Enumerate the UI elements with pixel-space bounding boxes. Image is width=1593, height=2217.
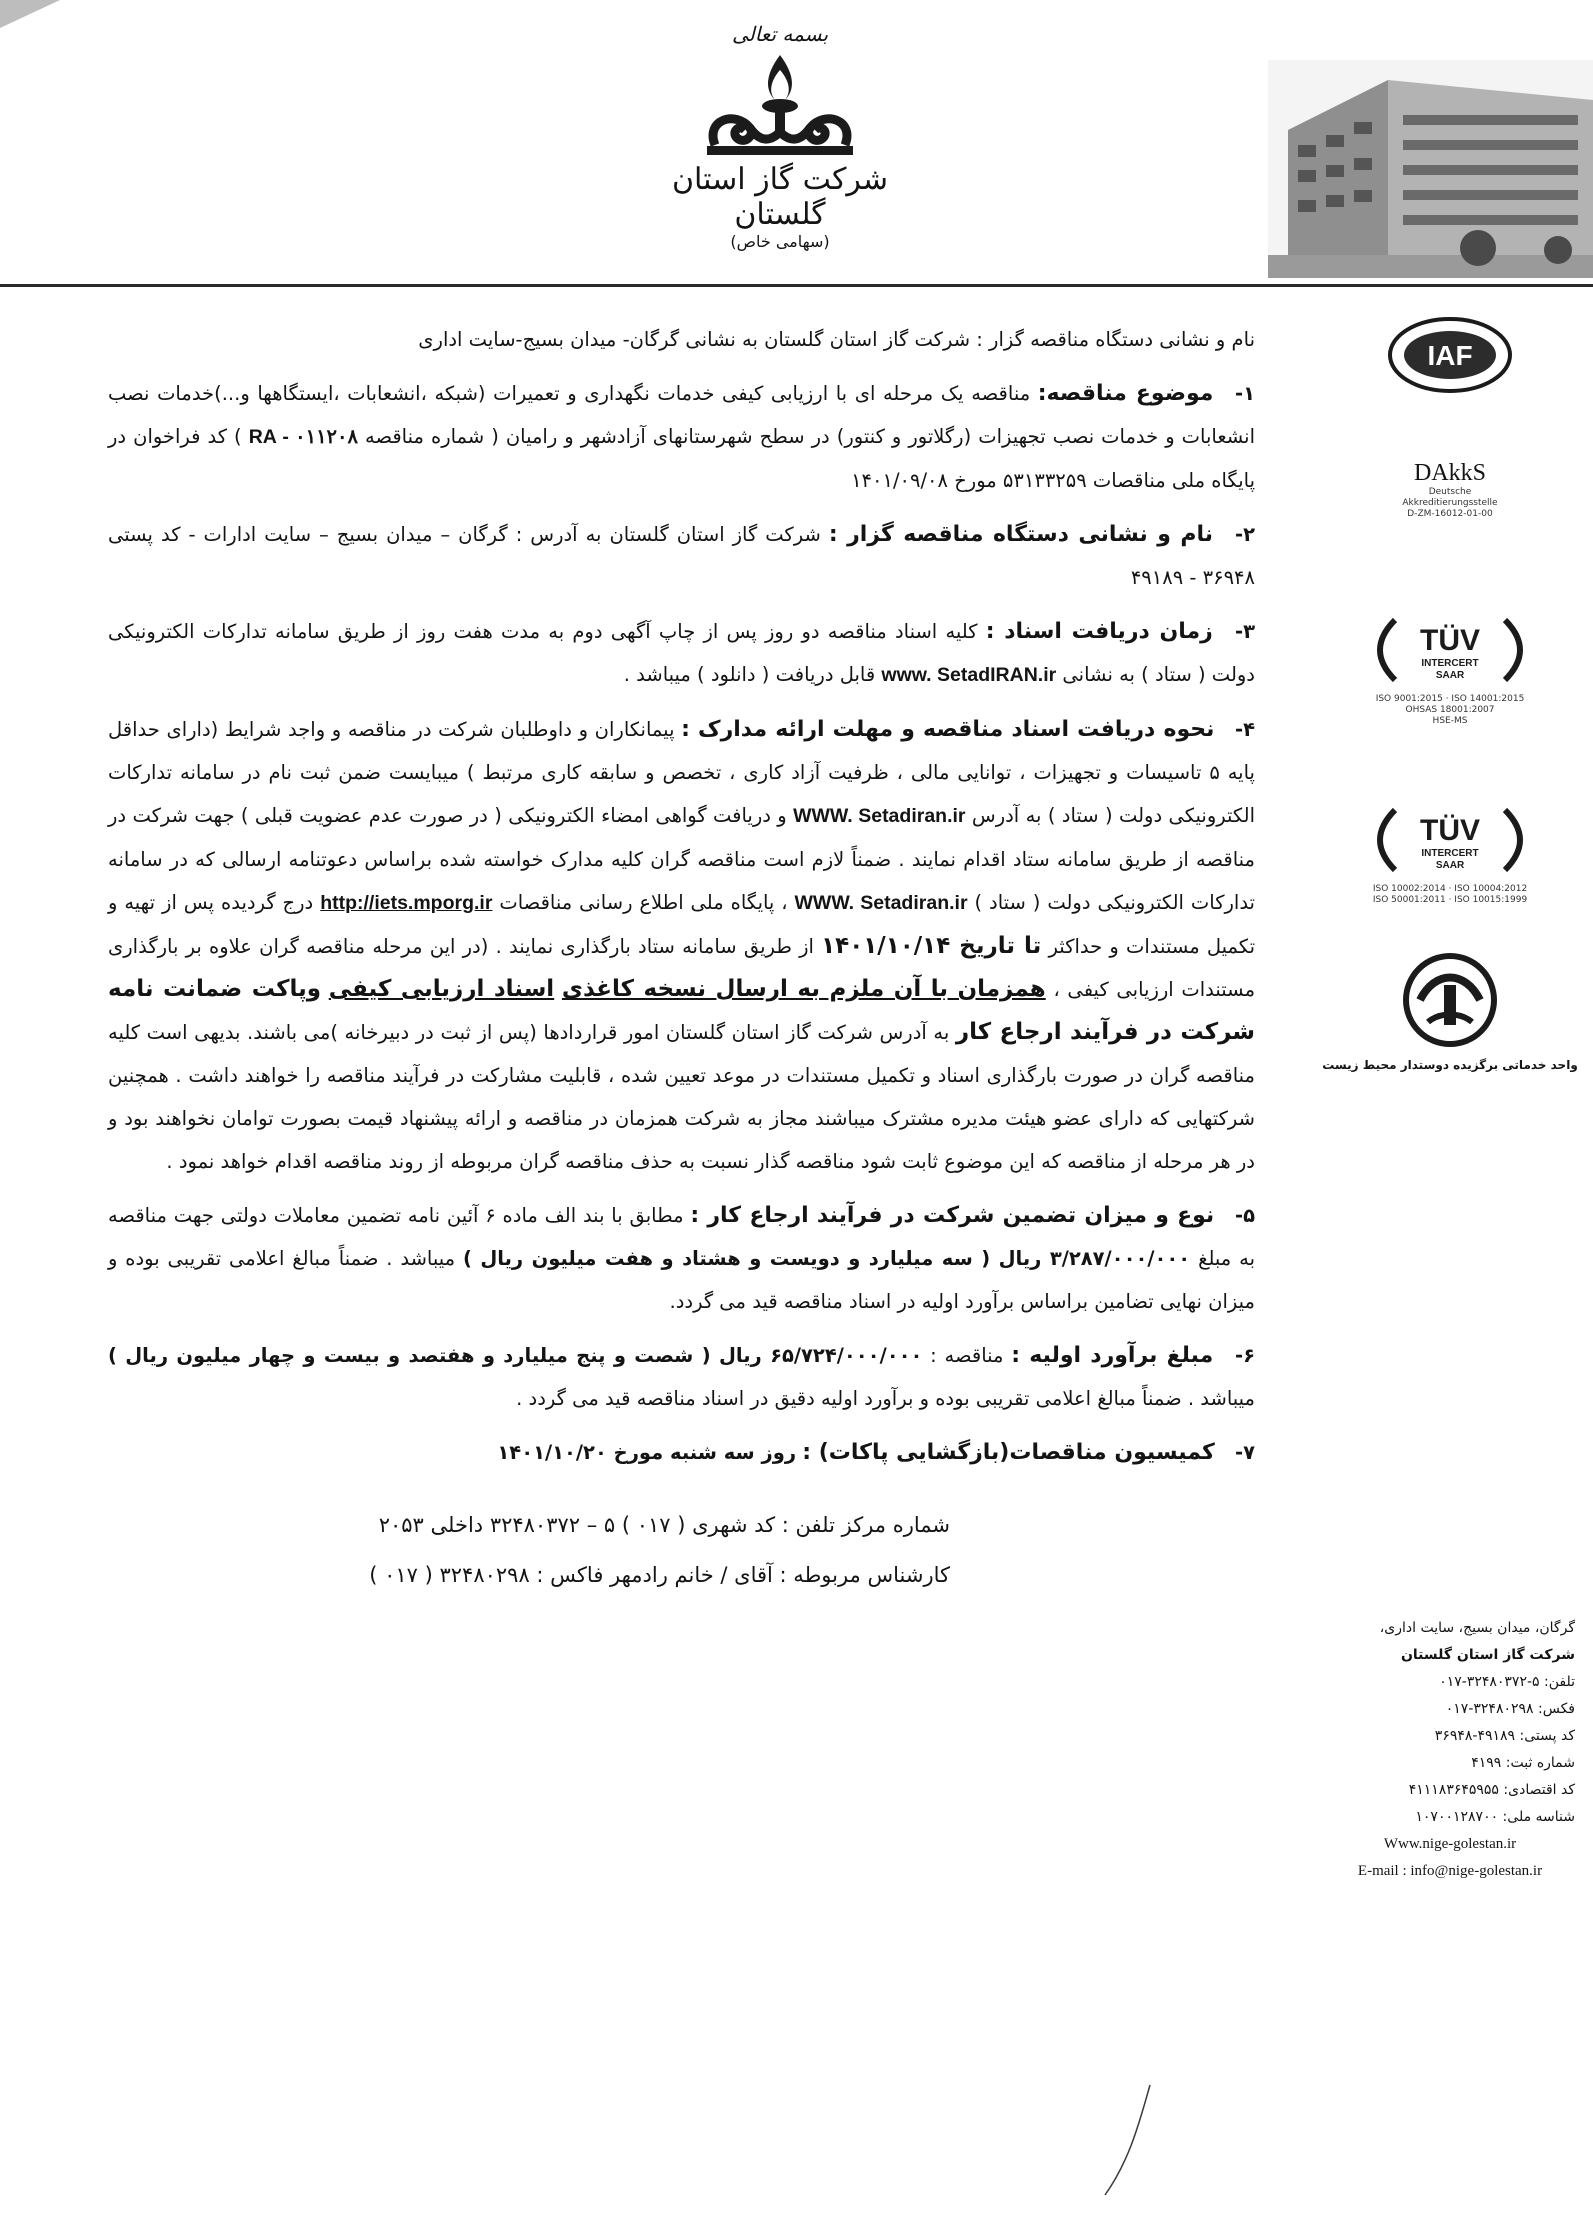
section-2-heading: نام و نشانی دستگاه مناقصه گزار : (828, 522, 1214, 547)
paper-copy-requirement: همزمان با آن ملزم به ارسال نسخه کاغذی (561, 976, 1046, 1002)
contact-fax: فکس: ۳۲۴۸۰۲۹۸-۰۱۷ (1445, 1701, 1575, 1717)
tuv1-name: TÜV (1420, 624, 1480, 657)
green-unit-logo-icon (1400, 950, 1500, 1050)
section-4-text-3: ، پایگاه ملی اطلاع رسانی مناقصات (499, 891, 788, 914)
section-2-number: ۲- (1235, 523, 1256, 546)
iets-website-link[interactable]: http://iets.mporg.ir (320, 892, 493, 914)
phone-center-line: شماره مرکز تلفن : کد شهری ( ۰۱۷ ) ۵ – ۳۲۴۸۰۳۷۲ داخلی ۲۰۵۳ (378, 1513, 950, 1537)
contact-economic-code: کد اقتصادی: ۴۱۱۱۸۳۶۴۵۹۵۵ (1408, 1782, 1575, 1798)
letterhead (0, 0, 1593, 290)
tuv1-line1: INTERCERT (1421, 658, 1479, 669)
section-3-text: کلیه اسناد مناقصه دو روز پس از چاپ آگهی دوم به مدت هفت روز از طریق سامانه تدارکات الکترونیکی دولت ( ستاد ) به نشانی (108, 620, 1255, 686)
tuv2-standards-2: ISO 50001:2011 · ISO 10015:1999 (1372, 895, 1528, 905)
section-6-text-2: میباشد . ضمناً مبالغ اعلامی تقریبی بوده و برآورد اولیه دقیق در اسناد مناقصه قید می گردد . (516, 1387, 1255, 1410)
section-5-number: ۵- (1235, 1204, 1255, 1227)
dakks-logo: DAkkS (1413, 460, 1486, 486)
section-6-text: مناقصه : (930, 1344, 1004, 1367)
iaf-logo-icon (1385, 315, 1515, 395)
tender-number: RA - ۰۱۱۲۰۸ (248, 426, 358, 448)
contact-company: شرکت گاز استان گلستان (1400, 1647, 1575, 1663)
contact-email: E-mail : info@nige-golestan.ir (1357, 1863, 1543, 1879)
section-3-heading: زمان دریافت اسناد : (985, 619, 1213, 644)
gas-flame-logo-icon (695, 50, 865, 160)
section-5-heading: نوع و میزان تضمین شرکت در فرآیند ارجاع کار : (690, 1203, 1215, 1228)
tuv-certification-2 (1320, 800, 1580, 906)
section-3-number: ۳- (1235, 620, 1255, 643)
section-1-heading: موضوع مناقصه: (1037, 381, 1214, 406)
section-5-text-2: میباشد . ضمناً مبالغ اعلامی تقریبی بوده و میزان نهایی تضامین براساس برآورد اولیه در اسناد مناقصه قید می گردد. (108, 1247, 1255, 1313)
company-name: شرکت گاز استان گلستان (671, 162, 889, 232)
tuv2-line1: INTERCERT (1421, 848, 1479, 859)
setad-website-link[interactable]: www. SetadIRAN.ir (881, 664, 1057, 686)
company-contact-block (1325, 1615, 1575, 1885)
section-4-text: پیمانکاران و داوطلبان شرکت در مناقصه و واجد شرایط (دارای حداقل پایه ۵ تاسیسات و تجهیزات ، توانایی مالی ، ظرفیت آزاد کاری ، تخصص و سابقه کاری مرتبط ) میبایست ضمن ثبت نام در سامانه تدارکات الکترونیکی دولت ( ستاد ) به آدرس (108, 718, 1256, 827)
setad-website-link[interactable]: WWW. Setadiran.ir (794, 892, 968, 914)
certifications-sidebar (1320, 300, 1580, 2000)
opening-date: روز سه شنبه مورخ ۱۴۰۱/۱۰/۲۰ (497, 1441, 797, 1464)
tuv1-line2: SAAR (1435, 670, 1465, 681)
section-1-number: ۱- (1234, 382, 1255, 405)
headquarters-building-photo (1268, 60, 1593, 278)
section-3 (108, 610, 1255, 697)
setad-website-link[interactable]: WWW. Setadiran.ir (793, 805, 966, 827)
section-4 (108, 708, 1255, 1183)
section-4-text-2: و دریافت گواهی امضاء الکترونیکی ( در صورت عدم عضویت قبلی ) جهت شرکت در مناقصه از طریق سامانه ستاد اقدام نمایند . ضمناً لازم است مناقصه گران کلیه مدارک خواسته شده براساس دعوتنامه ارسالی که در سامانه تدارکات الکترونیکی دولت ( ستاد ) (108, 804, 1255, 914)
section-4-heading: نحوه دریافت اسناد مناقصه و مهلت ارائه مدارک : (681, 717, 1215, 742)
tuv2-name: TÜV (1420, 814, 1480, 847)
section-4-number: ۴- (1235, 718, 1256, 741)
environment-caption: واحد خدماتی برگزیده دوستدار محیط زیست (1322, 1058, 1578, 1072)
guarantee-amount: ۳/۲۸۷/۰۰۰/۰۰۰ ریال ( سه میلیارد و دویست و هشتاد و هفت میلیون ریال ) (462, 1247, 1191, 1270)
contact-national-id: شناسه ملی: ۱۰۷۰۰۱۲۸۷۰۰ (1415, 1809, 1575, 1825)
iaf-certification (1320, 315, 1580, 399)
section-1 (108, 372, 1255, 502)
tuv-logo-icon (1375, 610, 1525, 690)
company-type: (سهامی خاص) (730, 232, 830, 251)
tuv1-standards-2: OHSAS 18001:2007 (1405, 705, 1495, 715)
section-7-heading: کمیسیون مناقصات(بازگشایی پاکات) : (802, 1440, 1215, 1465)
section-5 (108, 1194, 1255, 1323)
section-4-text-4: درج گردیده پس از تهیه و تکمیل مستندات و حداکثر (108, 891, 1256, 958)
tuv2-line2: SAAR (1435, 860, 1465, 871)
dakks-certification (1320, 460, 1580, 520)
intro-line: نام و نشانی دستگاه مناقصه گزار : شرکت گاز استان گلستان به نشانی گرگان- میدان بسیج-سایت اداری (418, 328, 1255, 351)
company-logo-block (640, 18, 920, 278)
dakks-line1: Deutsche (1428, 487, 1472, 497)
header-divider (0, 284, 1593, 287)
section-4-text-6: به آدرس شرکت گاز استان گلستان امور قراردادها (پس از ثبت در دبیرخانه )می باشند. بدیهی است کلیه مناقصه گران در صورت بارگذاری اسناد و تکمیل مستندات در موعد تعیین شده ، قابلیت مشارکت در فرآیند مناقصه را خواهند داشت . همچنین شرکتهایی که دارای عضو هیئت مدیره مشترک میباشند مجاز به شرکت همزمان در مناقصه و ارائه پیشنهاد قیمت بصورت توامان نخواهند بود و در هر مرحله از مناقصه که این موضوع ثابت شود مناقصه گذار نسبت به حذف مناقصه گران مربوطه از روند مناقصه اقدام خواهد نمود . (108, 1021, 1255, 1173)
tuv2-standards-1: ISO 10002:2014 · ISO 10004:2012 (1372, 884, 1528, 894)
tuv1-standards-3: HSE-MS (1432, 716, 1468, 726)
section-2 (108, 513, 1255, 599)
guarantee-envelope-requirement: وپاکت ضمانت نامه شرکت در فرآیند ارجاع کار (108, 976, 1256, 1045)
tender-notice-body (108, 318, 1255, 1600)
section-3-text-2: قابل دریافت ( دانلود ) میباشد . (623, 663, 876, 686)
section-7-number: ۷- (1235, 1441, 1255, 1464)
contact-website: Www.nige-golestan.ir (1383, 1836, 1517, 1852)
tuv-certification-1 (1320, 610, 1580, 727)
iaf-logo-text: IAF (1427, 340, 1473, 371)
section-2-text: شرکت گاز استان گلستان به آدرس : گرگان – میدان بسیج – سایت ادارات - کد پستی ۳۶۹۴۸ - ۴۹۱۸۹ (108, 523, 1255, 589)
responsible-expert-line: کارشناس مربوطه : آقای / خانم رادمهر فاکس : ۳۲۴۸۰۲۹۸ ( ۰۱۷ ) (369, 1563, 950, 1587)
section-1-text-2: ) کد فراخوان در پایگاه ملی مناقصات ۵۳۱۳۳۲۵۹ مورخ ۱۴۰۱/۰۹/۰۸ (108, 425, 1255, 492)
environment-certification (1320, 950, 1580, 1073)
contact-registration: شماره ثبت: ۴۱۹۹ (1471, 1755, 1575, 1771)
basmala: بسمه تعالی (731, 22, 829, 46)
section-6 (108, 1334, 1255, 1420)
pen-stroke-mark (1100, 2080, 1160, 2200)
submission-deadline: تا تاریخ ۱۴۰۱/۱۰/۱۴ (821, 933, 1042, 959)
section-1-text: مناقصه یک مرحله ای با ارزیابی کیفی خدمات نگهداری و تعمیرات (شبکه ،انشعابات ،ایستگاهها و...)خدمات نصب انشعابات و خدمات نصب تجهیزات (رگلاتور و کنتور) در سطح شهرستانهای آزادشهر و رامیان ( شماره مناقصه (108, 382, 1255, 448)
contact-phone: تلفن: ۵-۳۲۴۸۰۳۷۲-۰۱۷ (1439, 1674, 1575, 1690)
section-5-text: مطابق با بند الف ماده ۶ آئین نامه تضمین معاملات دولتی جهت مناقصه به مبلغ (108, 1204, 1256, 1270)
tuv-logo-icon (1375, 800, 1525, 880)
estimated-amount: ۶۵/۷۲۴/۰۰۰/۰۰۰ ریال ( شصت و پنج میلیارد و هفتصد و بیست و چهار میلیون ریال ) (108, 1344, 923, 1367)
quality-docs-requirement: اسناد ارزیابی کیفی (328, 976, 555, 1002)
dakks-line3: D-ZM-16012-01-00 (1407, 509, 1493, 519)
dakks-line2: Akkreditierungsstelle (1402, 498, 1498, 508)
contact-address: گرگان، میدان بسیج، سایت اداری، (1379, 1620, 1575, 1636)
section-6-heading: مبلغ برآورد اولیه : (1011, 1343, 1214, 1368)
tuv1-standards-1: ISO 9001:2015 · ISO 14001:2015 (1375, 694, 1525, 704)
section-7 (108, 1431, 1255, 1474)
section-4-text-5: از طریق سامانه ستاد بارگذاری نمایند . (در این مرحله مناقصه گران علاوه بر بارگذاری مستندات ارزیابی کیفی ، (108, 935, 1256, 1001)
contact-footer (108, 1500, 1255, 1600)
section-6-number: ۶- (1235, 1344, 1255, 1367)
contact-postal-code: کد پستی: ۴۹۱۸۹-۳۶۹۴۸ (1434, 1728, 1575, 1744)
